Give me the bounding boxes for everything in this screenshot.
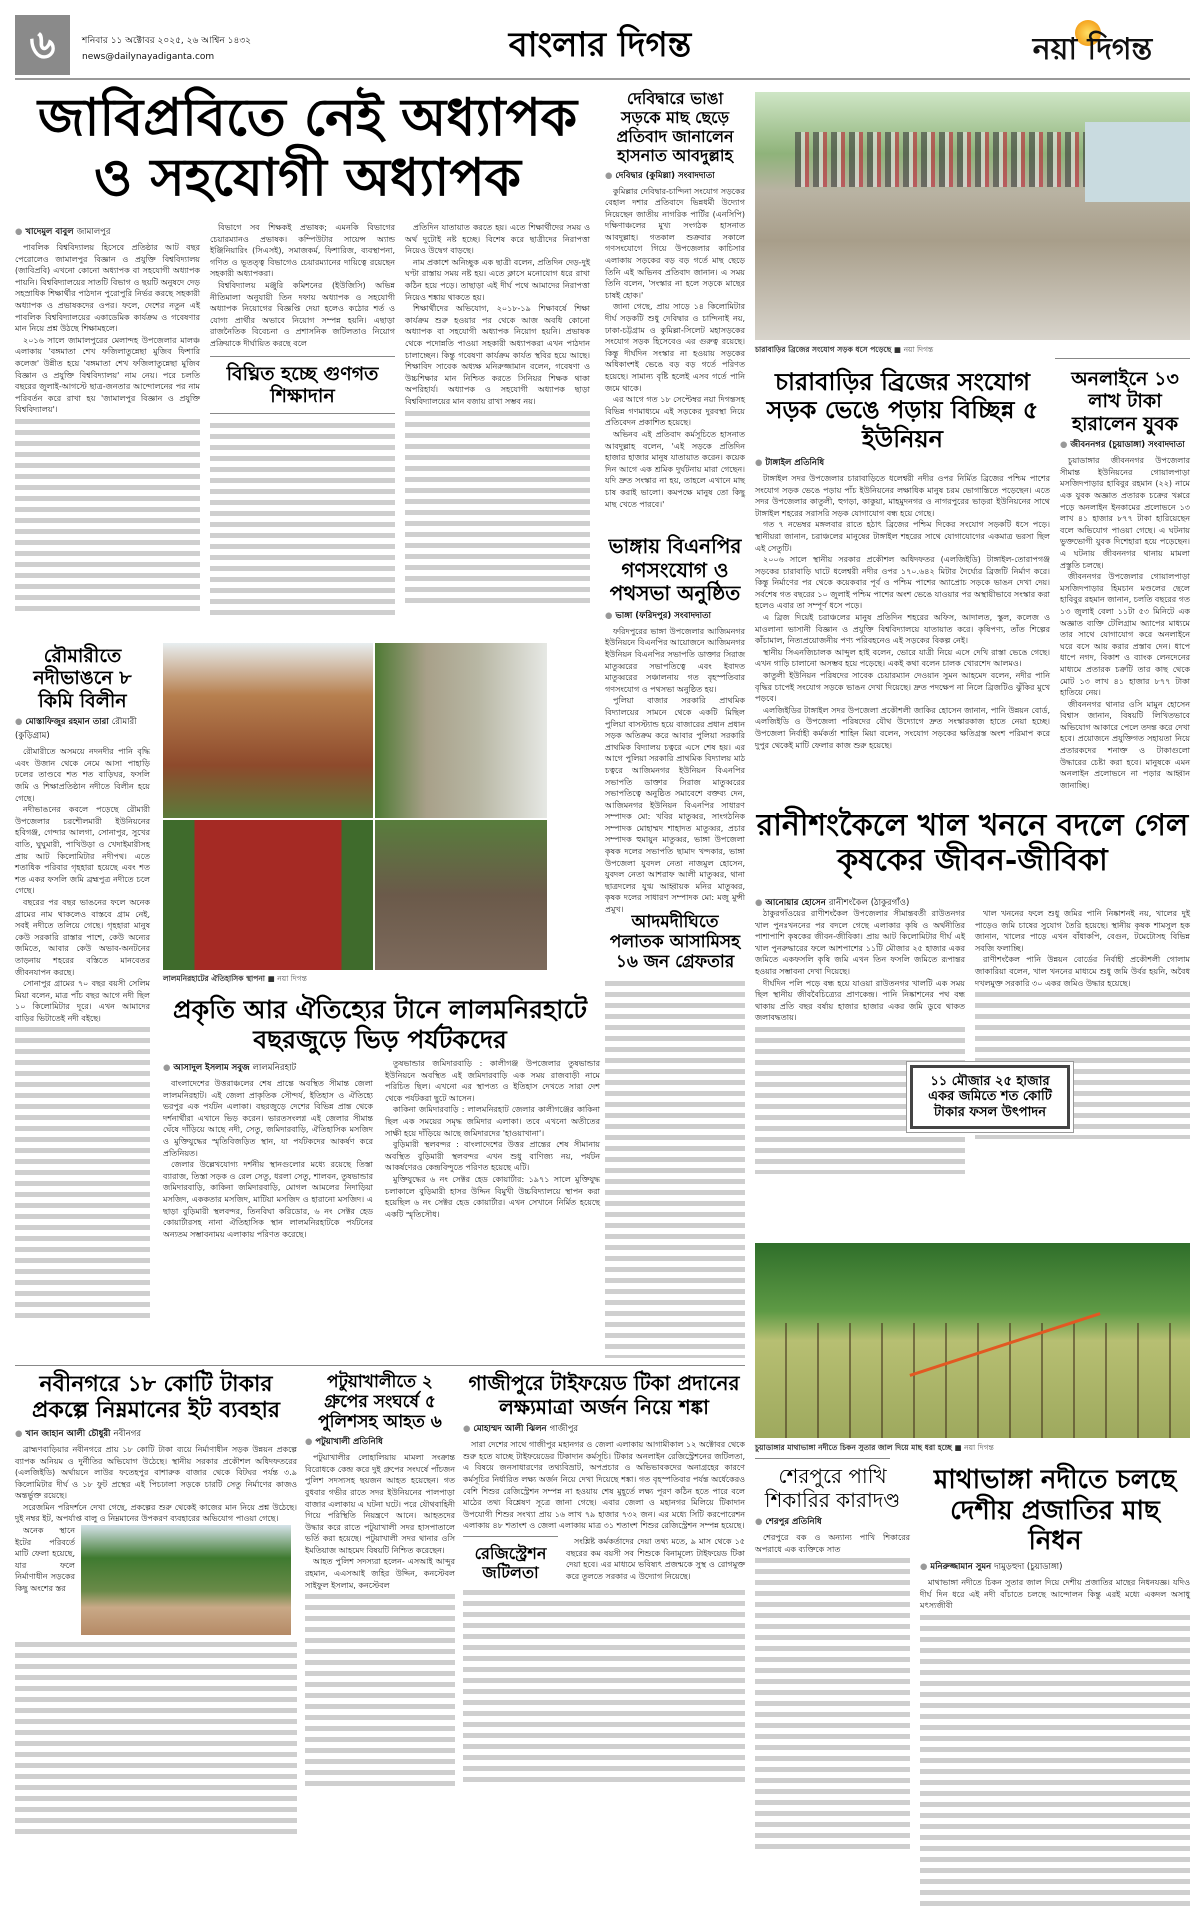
bhanga-article: ভাঙ্গায় বিএনপির গণসংযোগ ও পথসভা অনুষ্ঠিত ● ভাঙ্গা (ফরিদপুর) সংবাদদাতা ফরিদপুরের ভাঙ্গা উপজেলার আজিমনগর ইউনিয়নে বিএনপির আয়োজনে আজিমনগর ইউনিয়ন বিএনপির সভাপতি ডাক্তার সিরাজ মাতুব্বরের সভাপতিত্বে এবং ইবাদত মাতুব্বরের সঞ্চালনায় গত বৃহস্পতিবার গণসংযোগ ও পথসভা অনুষ্ঠিত হয়। পুলিয়া বাজার সরকারি প্রাথমিক বিদ্যালয়ের সামনে থেকে একটি মিছিল পুলিয়া বাসস্ট্যান্ড হয়ে বাজারের প্রধান প্রধান সড়ক অতিক্রম করে আবার পুলিয়া সরকারি প্রাথমিক বিদ্যালয় চত্বরে এসে শেষ হয়। এর আগে পুলিয়া সরকারি প্রাথমিক বিদ্যালয় মাঠ চত্বরে আজিমনগর ইউনিয়ন বিএনপির সভাপতি ডাক্তার সিরাজ মাতুব্বরের সভাপতিত্বে অনুষ্ঠিত সমাবেশে বক্তব্য দেন, আজিমনগর ইউনিয়ন বিএনপির সাধারণ সম্পাদক মো: খবির মাতুব্বর, সাংগঠনিক সম্পাদক মোহাম্মদ শাহাদত মাতুব্বর, প্রচার সম্পাদক হুমায়ুন মাতুব্বর, ভাঙ্গা উপজেলা কৃষক দলের সভাপতি ছামাদ খন্দকার, ভাঙ্গা উপজেলা যুবদল নেতা নাজমুল হোসেন, যুবদল নেতা আশরাফ আলী মাতুব্বর, থানা ছাত্রদলের যুগ্ম আহ্বায়ক মনির মাতুব্বর, কৃষক দলের সাধারণ সম্পাদক মো: মজু মুন্সী প্রমুখ। (605, 535, 745, 900)
ranishankail-pull-quote: ১১ মৌজার ২৫ হাজার একর জমিতে শত কোটি টাকার ফসল উৎপাদন (910, 1065, 1070, 1129)
bridge-article: চারাবাড়ির ব্রিজের সংযোগ সড়ক ভেঙে পড়ায় বিচ্ছিন্ন ৫ ইউনিয়ন ● টাঙ্গাইল প্রতিনিধি টাঙ্গাইল সদর উপজেলার চারাবাড়িতে ধলেশ্বরী নদীর ওপর নির্মিত ব্রিজের পশ্চিম পাশের সংযোগ সড়ক ভেঙে পড়ায় পাঁচ ইউনিয়নের লক্ষাধিক মানুষ চরম ভোগান্তিতে পড়েছেন। এতে সদর উপজেলার কাতুলী, হুগড়া, কাকুয়া, মাহমুদনগর ও নাগরপুরের ভাড়রা ইউনিয়নের সাথে টাঙ্গাইল শহরের সরাসরি সড়ক যোগাযোগ বন্ধ হয়ে গেছে। গত ৭ নভেম্বর মঙ্গলবার রাতে হঠাৎ ব্রিজের পশ্চিম দিকের সংযোগ সড়কটি ধসে পড়ে। স্থানীয়রা জানান, চরাঞ্চলের মানুষের টাঙ্গাইল শহরের সাথে যোগাযোগের একমাত্র ভরসা ছিল এই সেতুটি। ২০০৬ সালে স্থানীয় সরকার প্রকৌশল অধিদফতর (এলজিইডি) টাঙ্গাইল-তোরাপগঞ্জ সড়কের চারাবাড়ি ঘাটে ধলেশ্বরী নদীর ওপর ১৭০.৬৪২ মিটার দৈর্ঘ্যের ব্রিজটি নির্মাণ করে। কিন্তু নির্মাণের পর থেকে কয়েকবার পূর্ব ও পশ্চিম পাশের অ্যাপ্রোচ সড়কে ভাঙন দেখা দেয়। সর্বশেষ গত বছরের ১০ জুলাই পশ্চিম পাশের অংশ ভেঙে যাওয়ার পর অস্থায়ীভাবে সংস্কার করা হলেও এবার তা সম্পূর্ণ ধসে পড়ে। এ ব্রিজ দিয়েই চরাঞ্চলের মানুষ প্রতিদিন শহরের অফিস, আদালত, স্কুল, কলেজ ও মাওলানা ভাসানী বিজ্ঞান ও প্রযুক্তি বিশ্ববিদ্যালয়ে যাতায়াত করে। কৃষিপণ্য, তাঁত শিল্পের কাঁচামাল, নিত্যপ্রয়োজনীয় পণ্য পরিবহনেও এই সড়কের বিকল্প নেই। স্থানীয় সিএনজিচালক আব্দুল হাই বলেন, ভোরে যাত্রী নিয়ে এসে দেখি রাস্তা ভেঙে গেছে। এখন গাড়ি চালানো অসম্ভব হয়ে পড়েছে। একই কথা বলেন চালক খোরশেদ আলমও। কাতুলী ইউনিয়ন পরিষদের সাবেক চেয়ারম্যান দেওয়ান সুমন আহমেদ বলেন, নদীর পানি বৃদ্ধির চাপেই সংযোগ সড়কে ভাঙন দেখা দিয়েছে। দ্রুত পদক্ষেপ না নিলে ব্রিজটিও ঝুঁকির মুখে পড়বে। এলজিইডির টাঙ্গাইল সদর উপজেলা প্রকৌশলী জাকির হোসেন জানান, পানি উন্নয়ন বোর্ড, এলজিইডি ও উপজেলা পরিষদের যৌথ উদ্যোগে দ্রুত সংস্কারকাজ হাতে নেয়া হচ্ছে। উপজেলা নির্বাহী কর্মকর্তা শাহিন মিয়া বলেন, সংযোগ সড়কের ক্ষতিগ্রস্ত অংশ পরিমাপ করে দুপুর থেকেই মাটি ফেলার কাজ শুরু হয়েছে। (755, 368, 1050, 798)
patuakhali-article: পটুয়াখালীতে ২ গ্রুপের সংঘর্ষে ৫ পুলিশসহ আহত ৬ ● পটুয়াখালী প্রতিনিধি পটুয়াখালীর লোহালিয়ায় মামলা সংক্রান্ত বিরোধকে কেন্দ্র করে দুই গ্রুপের সংঘর্ষে পাঁচজন পুলিশ সদস্যসহ ছয়জন আহত হয়েছেন। গত বুধবার গভীর রাতে সদর ইউনিয়নের পালপাড়া বাজার এলাকায় এ ঘটনা ঘটে। পরে যৌথবাহিনী গিয়ে পরিস্থিতি নিয়ন্ত্রণে আনে। আহতদের উদ্ধার করে রাতে পটুয়াখালী সদর হাসপাতালে ভর্তি করা হয়েছে। পটুয়াখালী সদর থানার ওসি ইমতিয়াজ আহমেদ বিষয়টি নিশ্চিত করেছেন। আহত পুলিশ সদস্যরা হলেন- এসআই আব্দুর রহমান, এএসআই জহির উদ্দিন, কনস্টেবল সাইফুল ইসলাম, কনস্টেবল (305, 1372, 455, 1862)
ruin-tower-photo (375, 643, 547, 818)
adamdighi-article: আদমদীঘিতে পলাতক আসামিসহ ১৬ জন গ্রেফতার (605, 912, 745, 1352)
zamindar-ruin-photo (375, 820, 547, 970)
lead-article: ● খাদেমুল বাবুল জামালপুর পাবলিক বিশ্ববিদ্যালয় হিসেবে প্রতিষ্ঠার আট বছর পেরোলেও জামালপুর বিজ্ঞান ও প্রযুক্তি বিশ্ববিদ্যালয় (জাবিপ্রবি) এখনো কোনো অধ্যাপক বা সহযোগী অধ্যাপক পায়নি। বিশ্ববিদ্যালয়ের সাতটি বিভাগ ও ছয়টি অনুষদে দেড় সহস্রাধিক শিক্ষার্থীর পাঠদান পুরোপুরি নির্ভর করছে সহকারী অধ্যাপক ও প্রভাষকদের ওপর। ফলে, দেশের নতুন এই পাবলিক বিশ্ববিদ্যালয়ের একাডেমিক কার্যক্রম ও গবেষণার মান নিয়ে প্রশ্ন উঠছে শিক্ষামহলে। ২০১৬ সালে জামালপুরের মেলান্দহ উপজেলার মালঞ্চ এলাকায় 'বঙ্গমাতা শেখ ফজিলাতুন্নেছা মুজিব ফিশারি কলেজ' উন্নীত হয়ে 'বঙ্গমাতা শেখ ফজিলাতুন্নেছা মুজিব বিজ্ঞান ও প্রযুক্তি বিশ্ববিদ্যালয়' নাম নেয়। পরে চলতি বছরের জুলাই-আগস্টে ছাত্র-জনতার আন্দোলনের পর নাম পরিবর্তন করে রাখা হয় 'জামালপুর বিজ্ঞান ও প্রযুক্তি বিশ্ববিদ্যালয়'। বিভাগে সব শিক্ষকই প্রভাষক; এমনকি বিভাগের চেয়ারম্যানও প্রভাষক। কম্পিউটার সায়েন্স অ্যান্ড ইঞ্জিনিয়ারিং (সিএসই), সমাজকর্ম, ফিশারিজ, ব্যবস্থাপনা, গণিত ও ভূতত্ত্ব বিভাগেও চেয়ারম্যানের দায়িত্বে রয়েছেন সহকারী অধ্যাপকরা। বিশ্ববিদ্যালয় মঞ্জুরি কমিশনের (ইউজিসি) অভিন্ন নীতিমালা অনুযায়ী তিন দফায় অধ্যাপক ও সহযোগী অধ্যাপক নিয়োগের বিজ্ঞপ্তি দেয়া হলেও কঠোর শর্ত ও যোগ্য প্রার্থীর অভাবে নিয়োগ সম্পন্ন হয়নি। এছাড়া রাজনৈতিক বিবেচনা ও প্রশাসনিক জটিলতাও নিয়োগ প্রক্রিয়াকে দীর্ঘায়িত করছে বলে বিঘ্নিত হচ্ছে গুণগত শিক্ষাদান প্রতিদিন যাতায়াত করতে হয়। এতে শিক্ষার্থীদের সময় ও অর্থ দুটোই নষ্ট হচ্ছে। বিশেষ করে ছাত্রীদের নিরাপত্তা নিয়েও উদ্বেগ বাড়ছে। নাম প্রকাশে অনিচ্ছুক এক ছাত্রী বলেন, প্রতিদিন দেড়-দুই ঘণ্টা রাস্তায় সময় নষ্ট হয়। এতে ক্লাসে মনোযোগ ধরে রাখা কঠিন হয়ে পড়ে। তাছাড়া এই দীর্ঘ পথে আমাদের নিরাপত্তা নিয়েও শঙ্কায় থাকতে হয়। শিক্ষার্থীদের অভিযোগ, ২০১৮-১৯ শিক্ষাবর্ষে শিক্ষা কার্যক্রম শুরু হওয়ার পর থেকে আজ অবধি কোনো অধ্যাপক বা সহযোগী অধ্যাপক নিয়োগ হয়নি। প্রভাষক থেকে পদোন্নতি পাওয়া সহকারী অধ্যাপকরা এখন পাঠদান চালাচ্ছেন। কিন্তু গবেষণা কার্যক্রম কার্যত স্থবির হয়ে আছে। শিক্ষাবিদ সাবেক অধ্যক্ষ মনিরুজ্জামান বলেন, গবেষণা ও উচ্চশিক্ষার মান নিশ্চিত করতে সিনিয়র শিক্ষক থাকা অপরিহার্য। অধ্যাপক ও সহযোগী অধ্যাপক ছাড়া বিশ্ববিদ্যালয়ের মান বজায় রাখা সম্ভব নয়। (15, 222, 590, 617)
bridge-photo (755, 92, 1190, 340)
road-construction-photo (81, 1525, 291, 1635)
lead-headline: জাবিপ্রবিতে নেই অধ্যাপক ও সহযোগী অধ্যাপক (37, 87, 578, 208)
gazipur-article: গাজীপুরে টাইফয়েড টিকা প্রদানের লক্ষ্যমাত্রা অর্জন নিয়ে শঙ্কা ● মোহাম্মদ আলী ঝিলন গাজীপুর সারা দেশের সাথে গাজীপুর মহানগর ও জেলা এলাকায় আগামীকাল ১২ অক্টোবর থেকে শুরু হতে যাচ্ছে টাইফয়েডের টিকাদান কর্মসূচি। টিকার অনলাইন রেজিস্ট্রেশনের জটিলতা, এ বিষয়ে জনসাধারণের তথ্যবিভ্রাট, অপপ্রচার ও অভিভাবকদের অনাগ্রহের কারণে কর্মসূচির নির্ধারিত লক্ষ্য অর্জন নিয়ে দেখা দিয়েছে শঙ্কা। গত বৃহস্পতিবার পর্যন্ত অর্ধেকেরও বেশি শিশুর রেজিস্ট্রেশন সম্পন্ন না হওয়ায় শেষ মুহূর্তে লক্ষ্য পূরণ কঠিন হতে পারে বলে মাঠের তথ্য বিশ্লেষণ সূত্রে জানা গেছে। এবার জেলা ও মহানগর মিলিয়ে টিকাদান উপযোগী শিশুর সংখ্যা প্রায় ১৬ লাখ ৭৯ হাজার ৭৩২ জন। এর মধ্যে সিটি করপোরেশন এলাকায় ৪৮ শতাংশ ও জেলা এলাকায় মাত্র ৩১ শতাংশ শিশুর রেজিস্ট্রেশন সম্পন্ন হয়েছে। রেজিস্ট্রেশন জটিলতা সংশ্লিষ্ট কর্মকর্তাদের দেয়া তথ্য মতে, ৯ মাস থেকে ১৫ বছরের কম বয়সী সব শিশুকে বিনামূল্যে টাইফয়েড টিকা দেয়া হবে। এর মাধ্যমে ভবিষ্যৎ প্রজন্মকে সুস্থ ও রোগমুক্ত করে তুলতে সরকার এ উদ্যোগ নিয়েছে। (463, 1372, 745, 1862)
section-title: বাংলার দিগন্ত (508, 25, 692, 65)
roumari-article: রৌমারীতে নদীভাঙনে ৮ কিমি বিলীন ● মোস্তাফিজুর রহমান তারা রৌমারী (কুড়িগ্রাম) রৌমারীতে অসময়ে নদনদীর পানি বৃদ্ধি এবং উজান থেকে নেমে আসা পাহাড়ি ঢলের তাণ্ডবে শত শত বাড়িঘর, ফসলি জমি ও শিক্ষাপ্রতিষ্ঠান নদীতে বিলীন হয়ে গেছে। নদীভাঙনের কবলে পড়েছে রৌমারী উপজেলার চরশৌলমারী ইউনিয়নের হবিগঞ্জ, গেন্দার আলগা, সোনাপুর, সুখের বাতি, ঘুঘুমারী, পাখিউড়া ও খেদাইমারীসহ প্রায় আট কিলোমিটার নদীপথ। এতে শতাধিক পরিবার গৃহহারা হয়েছে এবং শত শত একর ফসলি জমি ব্রহ্মপুত্র নদীতে চলে গেছে। বছরের পর বছর ভাঙনের ফলে অনেক গ্রামের নাম থাকলেও বাস্তবে গ্রাম নেই, সবই নদীতে তলিয়ে গেছে। গৃহহারা মানুষ কেউ সরকারি রাস্তার পাশে, কেউ অন্যের জমিতে, আবার কেউ অভাব-অনটনের তাড়নায় শহরের বস্তিতে মানবেতর জীবনযাপন করছে। সোনাপুর গ্রামের ৭০ বছর বয়সী সেলিম মিয়া বলেন, মাত্র পাঁচ বছর আগে নদী ছিল ১০ কিলোমিটার দূরে। এখন আমাদের বাড়ির ভিটাতেই নদী বইছে। (15, 645, 150, 1360)
ranishankail-byline: ● আনোয়ার হোসেন রানীশংকৈল (ঠাকুরগাঁও) (755, 896, 909, 910)
lalmonirhat-headline: প্রকৃতি আর ঐতিহ্যের টানে লালমনিরহাটে বছরজুড়ে ভিড় পর্যটকদের (172, 995, 588, 1054)
mosque-photo (163, 643, 373, 818)
lead-byline: ● খাদেমুল বাবুল জামালপুর (15, 225, 200, 239)
sherpur-article: শেরপুরে পাখি শিকারির কারাদণ্ড ● শেরপুর প্রতিনিধি শেরপুরে বক ও অন্যান্য পাখি শিকারের অপরাধে এক ব্যক্তিকে সাত (755, 1465, 910, 1865)
contact-email[interactable]: news@dailynayadiganta.com (82, 52, 215, 62)
ranishankail-headline: রানীশংকৈলে খাল খননে বদলে গেল কৃষকের জীবন-জীবিকা (756, 808, 1189, 879)
lalmonirhat-article: ● আসাদুল ইসলাম সবুজ লালমনিরহাট বাংলাদেশের উত্তরাঞ্চলের শেষ প্রান্তে অবস্থিত সীমান্ত জেলা লালমনিরহাট। এই জেলা প্রাকৃতিক সৌন্দর্য, ইতিহাস ও ঐতিহ্যে ভরপুর এক পর্যটন এলাকা। বছরজুড়ে দেশের বিভিন্ন প্রান্ত থেকে দর্শনার্থীরা এখানে ভিড় করেন। ভারতসংলগ্ন এই জেলার সীমান্ত ঘেঁষে দাঁড়িয়ে আছে নদী, সেতু, জমিদারবাড়ি, ঐতিহাসিক মসজিদ ও মুক্তিযুদ্ধের স্মৃতিবিজড়িত স্থান, যা পর্যটকদের আকর্ষণ করে প্রতিনিয়ত। জেলার উল্লেখযোগ্য দর্শনীয় স্থানগুলোর মধ্যে রয়েছে তিস্তা ব্যারাজ, তিস্তা সড়ক ও রেল সেতু, ধরলা সেতু, শালবন, তুষভান্ডার জমিদারবাড়ি, কাকিনা জমিদারবাড়ি, মোগল আমলের নিদাড়িয়া মসজিদ, এককতার মসজিদ, মাটিয়া মসজিদ ও হারানো মসজিদ। এ ছাড়া বুড়িমারী স্থলবন্দর, তিনবিঘা করিডোর, ৬ নং সেক্টর হেড কোয়ার্টারসহ নানা ঐতিহাসিক স্থান লালমনিরহাটকে পর্যটনের অন্যতম সম্ভাবনাময় এলাকায় পরিণত করেছে। তুষভান্ডার জমিদারবাড়ি : কালীগঞ্জ উপজেলার তুষভান্ডার ইউনিয়নে অবস্থিত এই জমিদারবাড়ি এক সময় রাজবাড়ী নামে পরিচিত ছিল। এখনো এর স্থাপত্য ও ইতিহাস দেখতে সারা দেশ থেকে পর্যটকরা ছুটে আসেন। কাকিনা জমিদারবাড়ি : লালমনিরহাট জেলার কালীগঞ্জের কাকিনা ছিল এক সময়ের সমৃদ্ধ জমিদার এলাকা। তবে এখনো অতীতের সাক্ষী হয়ে দাঁড়িয়ে আছে জমিদারদের 'হাওয়াখানা'। বুড়িমারী স্থলবন্দর : বাংলাদেশের উত্তর প্রান্তের শেষ সীমানায় অবস্থিত বুড়িমারী স্থলবন্দর এখন শুধু বাণিজ্য নয়, পর্যটন আকর্ষণেরও কেন্দ্রবিন্দুতে পরিণত হয়েছে এটি। মুক্তিযুদ্ধের ৬ নং সেক্টর হেড কোয়ার্টার: ১৯৭১ সালে মুক্তিযুদ্ধ চলাকালে বুড়িমারী হাসর উদ্দিন বিমুখী উচ্চবিদ্যালয়ে স্থাপন করা হয়েছিল ৬ নং সেক্টর হেড কোয়ার্টার। এখন সেখানে নির্মিত হয়েছে একটি স্মৃতিসৌধ। (163, 1058, 598, 1358)
debidwar-article: দেবিদ্বারে ভাঙা সড়কে মাছ ছেড়ে প্রতিবাদ জানালেন হাসনাত আবদুল্লাহ ● দেবিদ্বার (কুমিল্লা) সংবাদদাতা কুমিল্লার দেবিদ্বার-চান্দিনা সংযোগ সড়কের বেহাল দশার প্রতিবাদে ভিন্নধর্মী উদ্যোগ নিয়েছেন জাতীয় নাগরিক পার্টির (এনসিপি) দক্ষিণাঞ্চলের মুখ্য সংগঠক হাসনাত আবদুল্লাহ। গতকাল শুক্রবার সকালে গণসংযোগে গিয়ে উপজেলার কাচিসার এলাকায় সড়কের বড় বড় গর্তে মাছ ছেড়ে তিনি এই অভিনব প্রতিবাদ জানান। এ সময় তিনি বলেন, 'সংস্কার না হলে সড়কে মাছের চাষই হোক।' জানা গেছে, প্রায় সাড়ে ১৪ কিলোমিটার দীর্ঘ সড়কটি শুধু দেবিদ্বার ও চান্দিনাই নয়, ঢাকা-চট্টগ্রাম ও কুমিল্লা-সিলেট মহাসড়কের সংযোগ সড়ক হিসেবেও এর গুরুত্ব রয়েছে। কিন্তু দীর্ঘদিন সংস্কার না হওয়ায় সড়কের অধিকাংশই ভেঙে বড় বড় গর্তে পরিণত হয়েছে। সামান্য বৃষ্টি হলেই এসব গর্তে পানি জমে থাকে। এর আগে গত ১৮ সেপ্টেম্বর নয়া দিগন্তসহ বিভিন্ন গণমাধ্যমে এই সড়কের দুরবস্থা নিয়ে প্রতিবেদন প্রকাশিত হয়েছে। অভিনব এই প্রতিবাদ কর্মসূচিতে হাসনাত আবদুল্লাহ বলেন, 'এই সড়কে প্রতিদিন হাজার হাজার মানুষ যাতায়াত করেন। কয়েক দিন আগে এক শ্রমিক দুর্ঘটনায় মারা গেছেন। যদি দ্রুত সংস্কার না হয়, তাহলে এখানে মাছ চাষ করাই ভালো। কমপক্ষে মানুষ তো কিছু মাছ খেতে পারবে।' (605, 90, 745, 530)
river-photo-caption: চুয়াডাঙ্গার মাথাভাঙ্গা নদীতে চিকন সুতার জাল দিয়ে মাছ ধরা হচ্ছে ■ নয়া দিগন্ত (755, 1443, 994, 1452)
bridge-photo-caption: চারাবাড়ির ব্রিজের সংযোগ সড়ক ধসে পড়েছে ■ নয়া দিগন্ত (755, 345, 934, 354)
issue-date: শনিবার ১১ অক্টোবর ২০২৫, ২৬ আশ্বিন ১৪৩২ (82, 36, 252, 46)
river-fishing-photo (755, 1243, 1190, 1438)
online-fraud-article: অনলাইনে ১৩ লাখ টাকা হারালেন যুবক ● জীবননগর (চুয়াডাঙ্গা) সংবাদদাতা চুয়াডাঙ্গার জীবননগর উপজেলার সীমান্ত ইউনিয়নের গোয়ালপাড়া মসজিদপাড়ার হাবিবুর রহমান (২২) নামে এক যুবক অজ্ঞাত প্রতারক চক্রের খপ্পরে পড়ে অনলাইন ইনকামের প্রলোভনে ১৩ লাখ ৪১ হাজার ৮৭৭ টাকা হারিয়েছেন বলে অভিযোগ পাওয়া গেছে। এ ঘটনায় ভুক্তভোগী যুবক দিশেহারা হয়ে পড়েছেন। এ ঘটনায় জীবননগর থানায় মামলা প্রস্তুতি চলছে। জীবননগর উপজেলার গোয়ালপাড়া মসজিদপাড়ার হিমচান মণ্ডলের ছেলে হাবিবুর রহমান জানান, চলতি বছরের গত ১৩ জুলাই বেলা ১১টা ৫৩ মিনিটে এক অজ্ঞাত ব্যক্তি টেলিগ্রাম অ্যাপের মাধ্যমে তার সাথে যোগাযোগ করে অনলাইনে ঘরে বসে আয় করার প্রস্তাব দেন। ধাপে ধাপে নগদ, বিকাশ ও ব্যাংক লেনদেনের মাধ্যমে প্রতারক চক্রটি তার কাছ থেকে মোট ১৩ লাখ ৪১ হাজার ৮৭৭ টাকা হাতিয়ে নেয়। জীবননগর থানার ওসি মামুন হোসেন বিশ্বাস জানান, বিষয়টি লিখিতভাবে অভিযোগ আকারে পেলে তদন্ত করে দেখা হবে। প্রয়োজনে প্রযুক্তিগত সহায়তা নিয়ে প্রতারকদের শনাক্ত ও টাকাগুলো উদ্ধারের চেষ্টা করা হবে। মানুষকে এমন অনলাইন প্রলোভনে না পড়ার আহ্বান জানাচ্ছি। (1060, 368, 1190, 798)
nabinagar-article: নবীনগরে ১৮ কোটি টাকার প্রকল্পে নিম্নমানের ইট ব্যবহার ● খান জাহান আলী চৌধুরী নবীনগর ব্রাহ্মণবাড়িয়ার নবীনগরে প্রায় ১৮ কোটি টাকা ব্যয়ে নির্মাণাধীন সড়ক উন্নয়ন প্রকল্পে ব্যাপক অনিয়ম ও দুর্নীতির অভিযোগ উঠেছে। স্থানীয় সরকার প্রকৌশল অধিদফতরের (এলজিইডি) অর্থায়নে লাউর ফতেহপুর বাশারুক বাজার থেকে বিটঘর পর্যন্ত ৩.৯ কিলোমিটার দীর্ঘ ও ১৮ ফুট প্রস্থের এই পিচঢালা সড়কে চারটি সেতু নির্মাণের কাজও অন্তর্ভুক্ত রয়েছে। সরেজমিন পরিদর্শনে দেখা গেছে, প্রকল্পের শুরু থেকেই কাজের মান নিয়ে প্রশ্ন উঠেছে। দুই নম্বর ইট, অপর্যাপ্ত বালু ও নিম্নমানের উপকরণ ব্যবহারের অভিযোগ পাওয়া গেছে। অনেক স্থানে ইটের পরিবর্তে মাটি ফেলা হয়েছে, যার ফলে নির্মাণাধীন সড়কের কিছু অংশের স্তর (15, 1372, 297, 1862)
newspaper-logo: নয়া দিগন্ত (1000, 20, 1185, 70)
mathabhanga-article: মাথাভাঙ্গা নদীতে চলছে দেশীয় প্রজাতির মাছ নিধন ● মনিরুজ্জামান সুমন দামুড়হুদা (চুয়াডাঙ্গা) মাথাভাঙ্গা নদীতে চিকন সুতার জাল দিয়ে দেশীয় প্রজাতির মাছের নিধনযজ্ঞ। যদিও দীর্ঘ দিন ধরে এই নদী বাঁচাতে চলছে আন্দোলন কিন্তু এরই মধ্যে একদল অসাধু মৎস্যজীবী (920, 1465, 1190, 1865)
lead-subhead: বিঘ্নিত হচ্ছে গুণগত শিক্ষাদান (226, 362, 379, 407)
gazipur-subhead: রেজিস্ট্রেশন জটিলতা (474, 1543, 547, 1582)
lalmonirhat-photo-caption: লালমনিরহাটের ঐতিহাসিক স্থাপনা ■ নয়া দিগন্ত (163, 974, 307, 983)
red-gate-photo (163, 820, 373, 970)
page-number-box: ৬ (15, 15, 70, 75)
